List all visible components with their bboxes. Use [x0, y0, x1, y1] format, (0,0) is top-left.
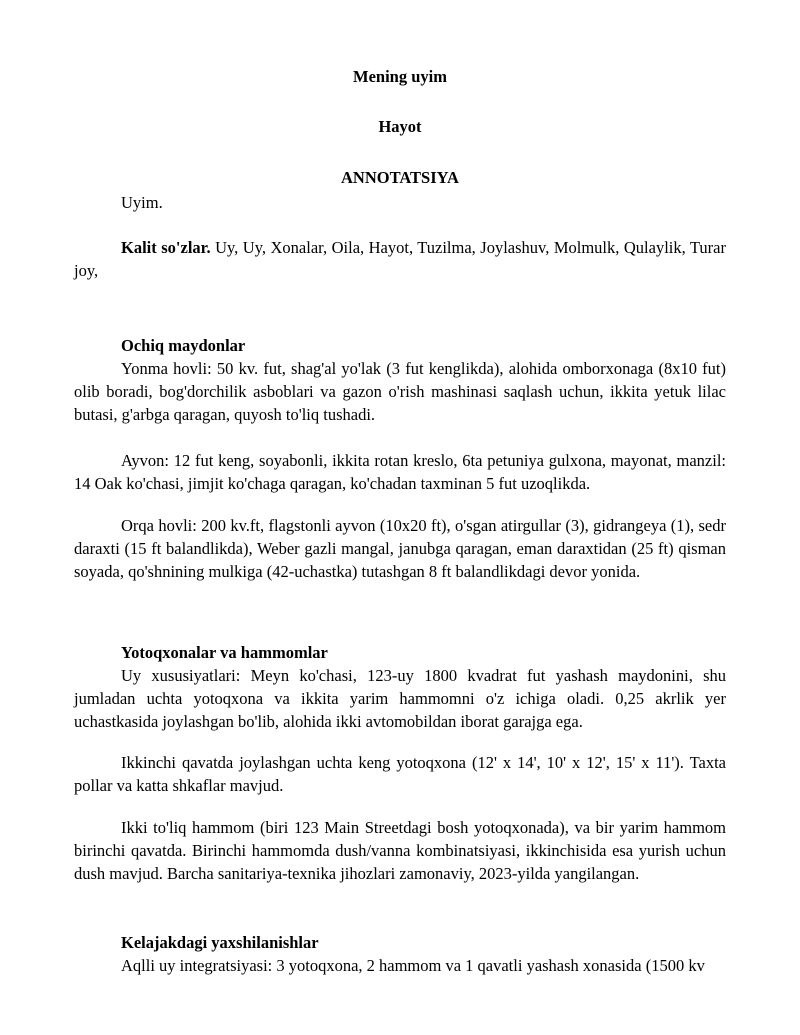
keywords-text: Uy, Uy, Xonalar, Oila, Hayot, Tuzilma, Joylashuv, Molmulk, Qulaylik, Turar joy,	[74, 238, 726, 280]
abstract-heading: ANNOTATSIYA	[341, 168, 459, 187]
abstract-text: Uyim.	[121, 193, 163, 212]
section-heading: Yotoqxonalar va hammomlar	[121, 643, 328, 662]
document-subtitle: Hayot	[378, 117, 422, 136]
section-paragraph: Uy xususiyatlari: Meyn ko'chasi, 123-uy 1800 kvadrat fut yashash maydonini, shu jumladan uchta yotoqxona va ikkita yarim hammomni o'z ichiga oladi. 0,25 akrlik yer uchastkasida joylashgan bo'lib, alohida ikki avtomobildan iborat garajga ega.	[74, 666, 726, 731]
section-heading: Ochiq maydonlar	[121, 336, 246, 355]
section-paragraph: Orqa hovli: 200 kv.ft, flagstonli ayvon (10x20 ft), o'sgan atirgullar (3), gidrangeya (1), sedr daraxti (15 ft balandlikda), Weber gazli mangal, janubga qaragan, eman daraxtidan (25 ft) qisman soyada, qo'shnining mulkiga (42-uchastka) tutashgan 8 ft balandlikdagi devor yonida.	[74, 516, 726, 581]
keywords-label: Kalit so'zlar.	[121, 238, 211, 257]
section-heading: Kelajakdagi yaxshilanishlar	[121, 933, 319, 952]
section-paragraph: Yonma hovli: 50 kv. fut, shag'al yo'lak (3 fut kenglikda), alohida omborxonaga (8x10 fut) olib boradi, bog'dorchilik asboblari va gazon o'rish mashinasi saqlash uchun, ikkita yetuk lilac butasi, g'arbga qaragan, quyosh to'liq tushadi.	[74, 359, 726, 424]
section-paragraph: Aqlli uy integratsiyasi: 3 yotoqxona, 2 hammom va 1 qavatli yashash xonasida (1500 kv	[121, 956, 705, 975]
keywords-paragraph	[74, 236, 726, 282]
section-paragraph: Ayvon: 12 fut keng, soyabonli, ikkita rotan kreslo, 6ta petuniya gulxona, mayonat, manzil: 14 Oak ko'chasi, jimjit ko'chaga qaragan, ko'chadan taxminan 5 fut uzoqlikda.	[74, 451, 726, 493]
document-title: Mening uyim	[353, 67, 447, 86]
section-paragraph: Ikki to'liq hammom (biri 123 Main Streetdagi bosh yotoqxonada), va bir yarim hammom birinchi qavatda. Birinchi hammomda dush/vanna kombinatsiyasi, ikkinchisida esa yurish uchun dush mavjud. Barcha sanitariya-texnika jihozlari zamonaviy, 2023-yilda yangilangan.	[74, 818, 726, 883]
section-paragraph: Ikkinchi qavatda joylashgan uchta keng yotoqxona (12' x 14', 10' x 12', 15' x 11'). Taxta pollar va katta shkaflar mavjud.	[74, 753, 726, 795]
